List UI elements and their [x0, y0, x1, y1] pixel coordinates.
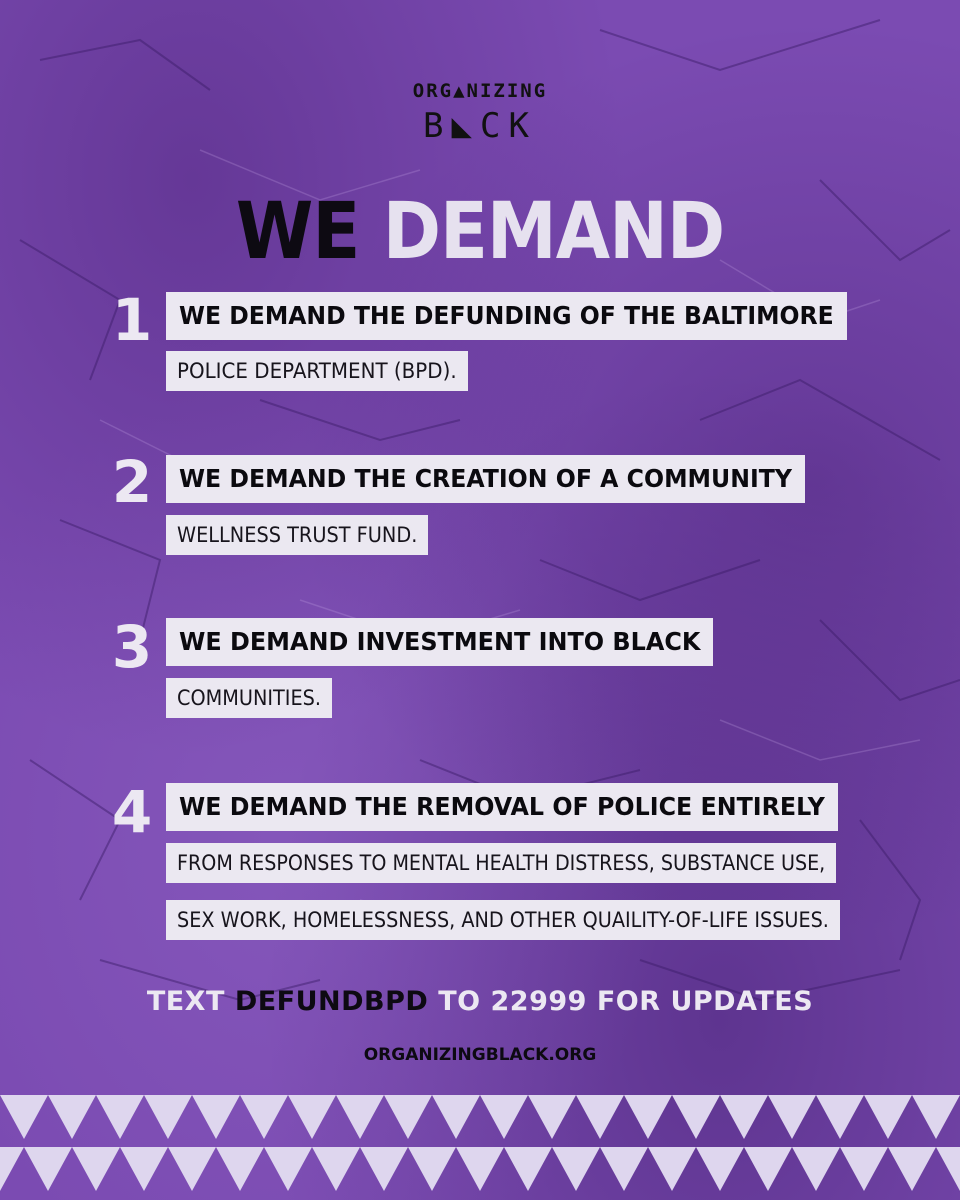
demand-detail-line: WELLNESS TRUST FUND. [166, 515, 428, 555]
pattern-triangle [384, 1095, 432, 1139]
pattern-triangle [528, 1095, 576, 1139]
pattern-triangle [744, 1147, 792, 1191]
demand-heading: WE DEMAND THE DEFUNDING OF THE BALTIMORE [166, 292, 847, 340]
cta-suffix: TO 22999 FOR UPDATES [438, 986, 814, 1017]
pattern-triangle [264, 1147, 312, 1191]
pattern-triangle [600, 1147, 648, 1191]
logo-line-2: B◣CK [423, 106, 537, 146]
demand-detail-line: SEX WORK, HOMELESSNESS, AND OTHER QUAILITY-OF-LIFE ISSUES. [166, 900, 840, 940]
demand-detail-line: FROM RESPONSES TO MENTAL HEALTH DISTRESS, SUBSTANCE USE, [166, 843, 836, 883]
pattern-triangle [360, 1147, 408, 1191]
demand-number: 3 [111, 613, 153, 681]
triangle-pattern-border [0, 1095, 960, 1200]
logo-line-1: ORG▲NIZING [412, 80, 548, 102]
pattern-triangle [144, 1095, 192, 1139]
pattern-triangle [216, 1147, 264, 1191]
pattern-triangle [648, 1147, 696, 1191]
cta-prefix: TEXT [146, 986, 225, 1017]
demand-detail-line: COMMUNITIES. [166, 678, 332, 718]
demand-heading: WE DEMAND INVESTMENT INTO BLACK [166, 618, 713, 666]
pattern-triangle [768, 1095, 816, 1139]
pattern-triangle [864, 1095, 912, 1139]
pattern-triangle [552, 1147, 600, 1191]
pattern-triangle [624, 1095, 672, 1139]
pattern-triangle [168, 1147, 216, 1191]
demand-heading: WE DEMAND THE REMOVAL OF POLICE ENTIRELY [166, 783, 838, 831]
pattern-triangle [408, 1147, 456, 1191]
pattern-triangle [432, 1095, 480, 1139]
pattern-triangle [0, 1147, 24, 1191]
pattern-triangle [312, 1147, 360, 1191]
pattern-triangle [936, 1147, 960, 1191]
demand-number: 2 [111, 448, 153, 516]
demand-heading: WE DEMAND THE CREATION OF A COMMUNITY [166, 455, 805, 503]
pattern-triangle [120, 1147, 168, 1191]
pattern-triangle [480, 1095, 528, 1139]
pattern-triangle [48, 1095, 96, 1139]
pattern-triangle [816, 1095, 864, 1139]
demand-number: 4 [111, 778, 153, 846]
title-word-we: WE [235, 187, 360, 277]
pattern-triangle [240, 1095, 288, 1139]
pattern-triangle [888, 1147, 936, 1191]
pattern-triangle [720, 1095, 768, 1139]
pattern-triangle [336, 1095, 384, 1139]
pattern-triangle [288, 1095, 336, 1139]
title-word-demand: DEMAND [382, 187, 725, 277]
pattern-triangle [672, 1095, 720, 1139]
demand-number: 1 [111, 286, 153, 354]
pattern-triangle [72, 1147, 120, 1191]
organizing-black-logo [410, 80, 550, 152]
pattern-triangle [696, 1147, 744, 1191]
pattern-triangle [912, 1095, 960, 1139]
pattern-triangle [0, 1095, 48, 1139]
text-updates-callout [0, 980, 960, 1024]
pattern-triangle [504, 1147, 552, 1191]
pattern-triangle [456, 1147, 504, 1191]
pattern-triangle [24, 1147, 72, 1191]
page-title [0, 186, 960, 278]
website-link[interactable]: ORGANIZINGBLACK.ORG [363, 1045, 597, 1065]
pattern-triangle [192, 1095, 240, 1139]
cta-keyword: DEFUNDBPD [234, 986, 429, 1017]
demand-detail-line: POLICE DEPARTMENT (BPD). [166, 351, 468, 391]
pattern-triangle [840, 1147, 888, 1191]
pattern-triangle [576, 1095, 624, 1139]
pattern-triangle [96, 1095, 144, 1139]
pattern-triangle [792, 1147, 840, 1191]
